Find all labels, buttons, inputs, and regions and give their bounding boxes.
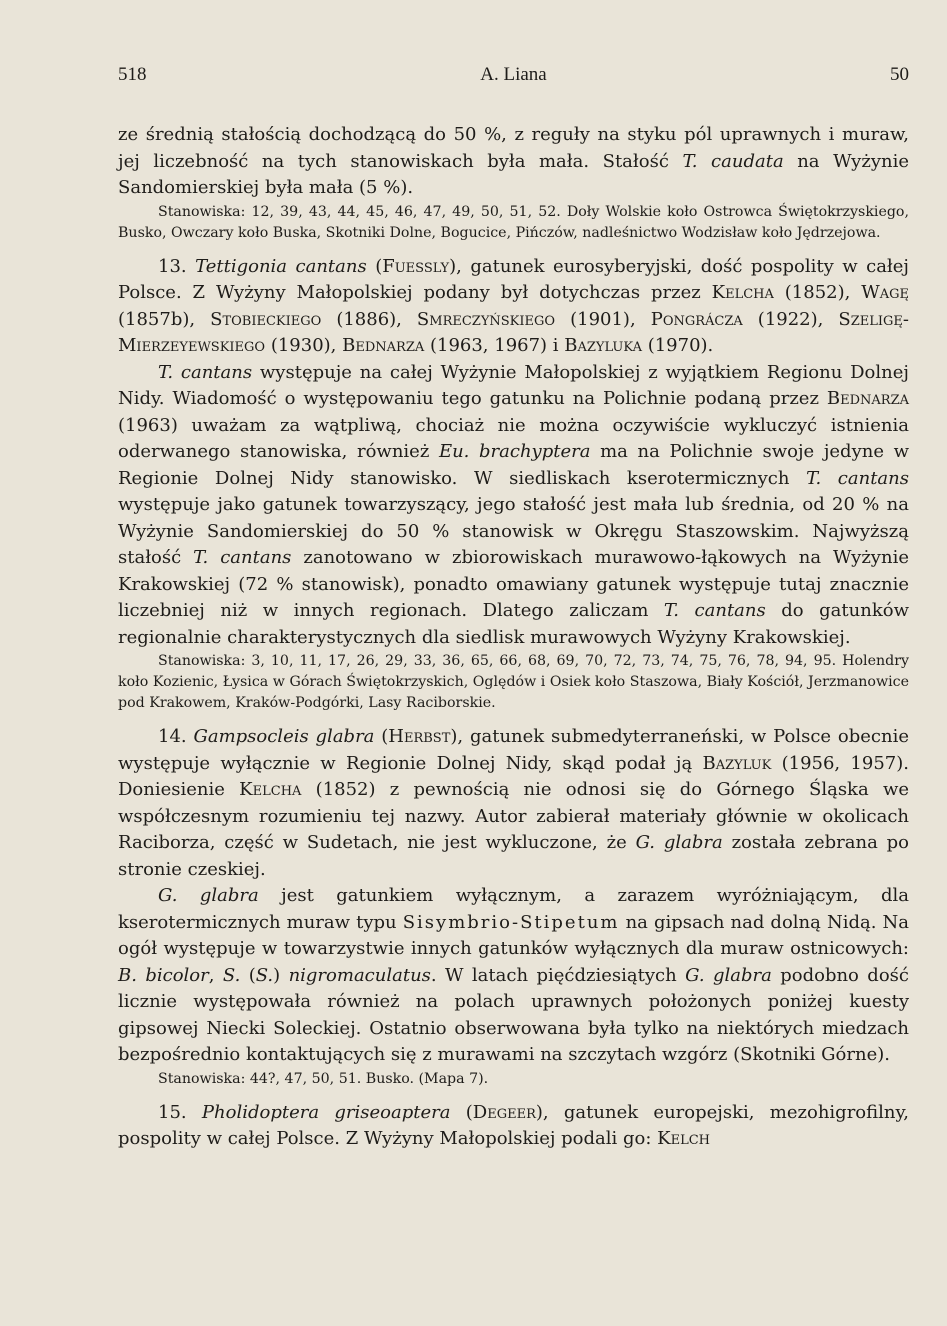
- body-paragraph: ze średnią stałością dochodzącą do 50 %, z reguły na styku pól uprawnych i muraw, jej liczebność na tych stanowiskach była mała. Stałość T. caudata na Wyżynie Sandomierskiej była mała (5 %).: [118, 124, 909, 198]
- body-paragraph: 14. Gampsocleis glabra (Herbst), gatunek submedyterraneński, w Polsce obecnie występuje wyłącznie w Regionie Dolnej Nidy, skąd podał ją Bazyluk (1956, 1957). Doniesienie Kelcha (1852) z pewnością nie odnosi się do Górnego Śląska we współczesnym rozumieniu tej nazwy. Autor zabierał materiały głównie w okolicach Raciborza, część w Sudetach, nie jest wykluczone, że G. glabra została zebrana po stronie czeskiej.: [118, 726, 910, 880]
- body-paragraph: 15. Pholidoptera griseoaptera (Degeer), gatunek europejski, mezohigrofilny, pospolity w całej Polsce. Z Wyżyny Małopolskiej podali go: Kelch: [118, 1101, 910, 1149]
- stanowiska-list: Stanowiska: 3, 10, 11, 17, 26, 29, 33, 36, 65, 66, 68, 69, 70, 72, 73, 74, 75, 76, 78, 94, 95. Holendry koło Kozienic, Łysica w Górach Świętokrzyskich, Oględów i Osiek koło Staszowa, Biały Kościół, Jerzmanowice pod Krakowem, Kraków-Podgórki, Lasy Raciborskie.: [118, 653, 909, 711]
- stanowiska-list: Stanowiska: 44?, 47, 50, 51. Busko. (Mapa 7).: [158, 1070, 489, 1087]
- journal-number: 50: [890, 64, 909, 85]
- page-number: 518: [118, 64, 147, 85]
- body-paragraph: G. glabra jest gatunkiem wyłącznym, a zarazem wyróżniającym, dla kserotermicznych muraw typu Sisymbrio-Stipetum na gipsach nad dolną Nidą. Na ogół występuje w towarzystwie innych gatunków wyłącznych dla muraw ostnicowych: B. bicolor, S. (S.) nigromaculatus. W latach pięćdziesiątych G. glabra podobno dość licznie występowała również na polach uprawnych położonych poniżej kuesty gipsowej Niecki Soleckiej. Ostatnio obserwowana była tylko na niektórych miedzach bezpośrednio kontaktujących się z murawami na szczytach wzgórz (Skotniki Górne).: [118, 885, 909, 1065]
- paragraph-gap: [118, 244, 909, 254]
- running-header: [118, 64, 909, 88]
- stanowiska-list: Stanowiska: 12, 39, 43, 44, 45, 46, 47, 49, 50, 51, 52. Doły Wolskie koło Ostrowca Świętokrzyskiego, Busko, Owczary koło Buska, Skotniki Dolne, Bogucice, Pińczów, nadleśnictwo Wodzisław koło Jędrzejowa.: [118, 203, 909, 241]
- body-paragraph: T. cantans występuje na całej Wyżynie Małopolskiej z wyjątkiem Regionu Dolnej Nidy. Wiadomość o występowaniu tego gatunku na Polichnie podaną przez Bednarza (1963) uważam za wątpliwą, chociaż nie można oczywiście wykluczyć istnienia oderwanego stanowiska, również Eu. brachyptera ma na Polichnie swoje jedyne w Regionie Dolnej Nidy stanowisko. W siedliskach kserotermicznych T. cantans występuje jako gatunek towarzyszący, jego stałość jest mała lub średnia, od 20 % na Wyżynie Sandomierskiej do 50 % stanowisk w Okręgu Staszowskim. Najwyższą stałość T. cantans zanotowano w zbiorowiskach murawowo-łąkowych na Wyżynie Krakowskiej (72 % stanowisk), ponadto omawiany gatunek występuje tutaj znacznie liczebniej niż w innych regionach. Dlatego zaliczam T. cantans do gatunków regionalnie charakterystycznych dla siedlisk murawowych Wyżyny Krakowskiej.: [118, 361, 910, 648]
- body-paragraph: 13. Tettigonia cantans (Fuessly), gatunek eurosyberyjski, dość pospolity w całej Polsce. Z Wyżyny Małopolskiej podany był dotychczas przez Kelcha (1852), Wagę (1857b), Stobieckiego (1886), Smreczyńskiego (1901), Pongrácza (1922), Szeligę-Mierzeyewskiego (1930), Bednarza (1963, 1967) i Bazyluka (1970).: [118, 255, 910, 356]
- paragraph-gap: [118, 1090, 909, 1100]
- paragraph-gap: [118, 714, 909, 724]
- running-author: A. Liana: [480, 64, 547, 85]
- article-body: [118, 122, 909, 1153]
